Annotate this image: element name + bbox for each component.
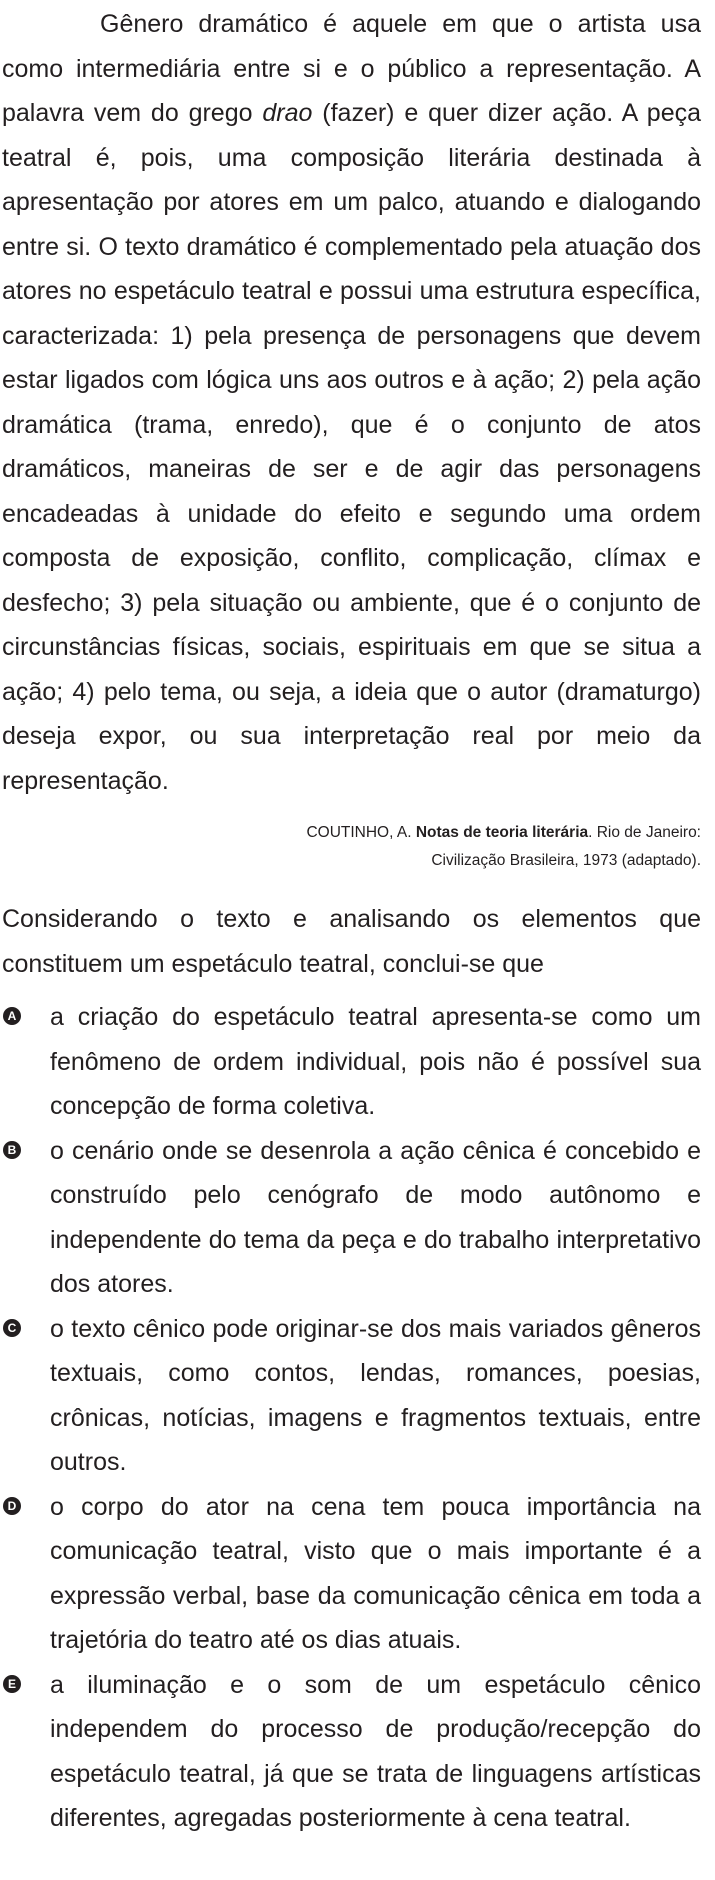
question-stem: Considerando o texto e analisando os elementos que constituem um espetáculo teatral, conclui-se que [2, 905, 701, 978]
option-c[interactable] [2, 1307, 701, 1485]
option-d-letter-icon: D [3, 1497, 21, 1515]
passage-part-2: (fazer) e quer dizer ação. A peça teatral é, pois, uma composição literária destinada à apresentação por atores em um palco, atuando e dialogando entre si. O texto dramático é complementado pela atuação dos atores no espetáculo teatral e possui uma estrutura específica, caracterizada: 1) pela presença de personagens que devem estar ligados com lógica uns aos outros e à ação; 2) pela ação dramática (trama, enredo), que é o conjunto de atos dramáticos, maneiras de ser e de agir das personagens encadeadas à unidade do efeito e segundo uma ordem composta de exposição, conflito, complicação, clímax e desfecho; 3) pela situação ou ambiente, que é o conjunto de circunstâncias físicas, sociais, espirituais em que se situa a ação; 4) pelo tema, ou seja, a ideia que o autor (dramaturgo) deseja expor, ou sua interpretação real por meio da representação. [2, 99, 701, 795]
option-a[interactable] [2, 995, 701, 1129]
citation-author: COUTINHO, A. [306, 824, 416, 841]
citation-line-2: Civilização Brasileira, 1973 (adaptado). [431, 852, 701, 869]
option-c-letter-icon: C [3, 1319, 21, 1337]
source-citation [2, 819, 701, 875]
option-d-text: o corpo do ator na cena tem pouca importância na comunicação teatral, visto que o mais importante é a expressão verbal, base da comunicação cênica em toda a trajetória do teatro até os dias atuais. [50, 1492, 701, 1654]
citation-work: Notas de teoria literária [415, 824, 589, 841]
passage-text [2, 2, 701, 803]
option-e-letter-icon: E [3, 1675, 21, 1693]
answer-options [2, 995, 701, 1841]
option-b-letter-icon: B [3, 1141, 21, 1159]
option-c-text: o texto cênico pode originar-se dos mais variados gêneros textuais, como contos, lendas, romances, poesias, crônicas, notícias, imagens e fragmentos textuais, entre outros. [50, 1314, 701, 1476]
option-e-text: a iluminação e o som de um espetáculo cênico independem do processo de produção/recepção do espetáculo teatral, já que se trata de linguagens artísticas diferentes, agregadas posteriormente à cena teatral. [50, 1670, 701, 1832]
citation-line-1 [2, 819, 701, 847]
option-a-text: a criação do espetáculo teatral apresenta-se como um fenômeno de ordem individual, pois não é possível sua concepção de forma coletiva. [50, 1003, 701, 1120]
option-a-letter-icon: A [3, 1007, 21, 1025]
citation-publisher: . Rio de Janeiro: [588, 824, 701, 841]
option-d[interactable] [2, 1485, 701, 1663]
passage-part-1: Gênero dramático é aquele em que o artista usa como intermediária entre si e o público a representação. A palavra vem do grego [2, 10, 701, 127]
option-e[interactable] [2, 1663, 701, 1841]
option-b[interactable] [2, 1129, 701, 1307]
passage-italic-word: drao [262, 99, 313, 127]
option-b-text: o cenário onde se desenrola a ação cênica é concebido e construído pelo cenógrafo de modo autônomo e independente do tema da peça e do trabalho interpretativo dos atores. [50, 1136, 701, 1298]
